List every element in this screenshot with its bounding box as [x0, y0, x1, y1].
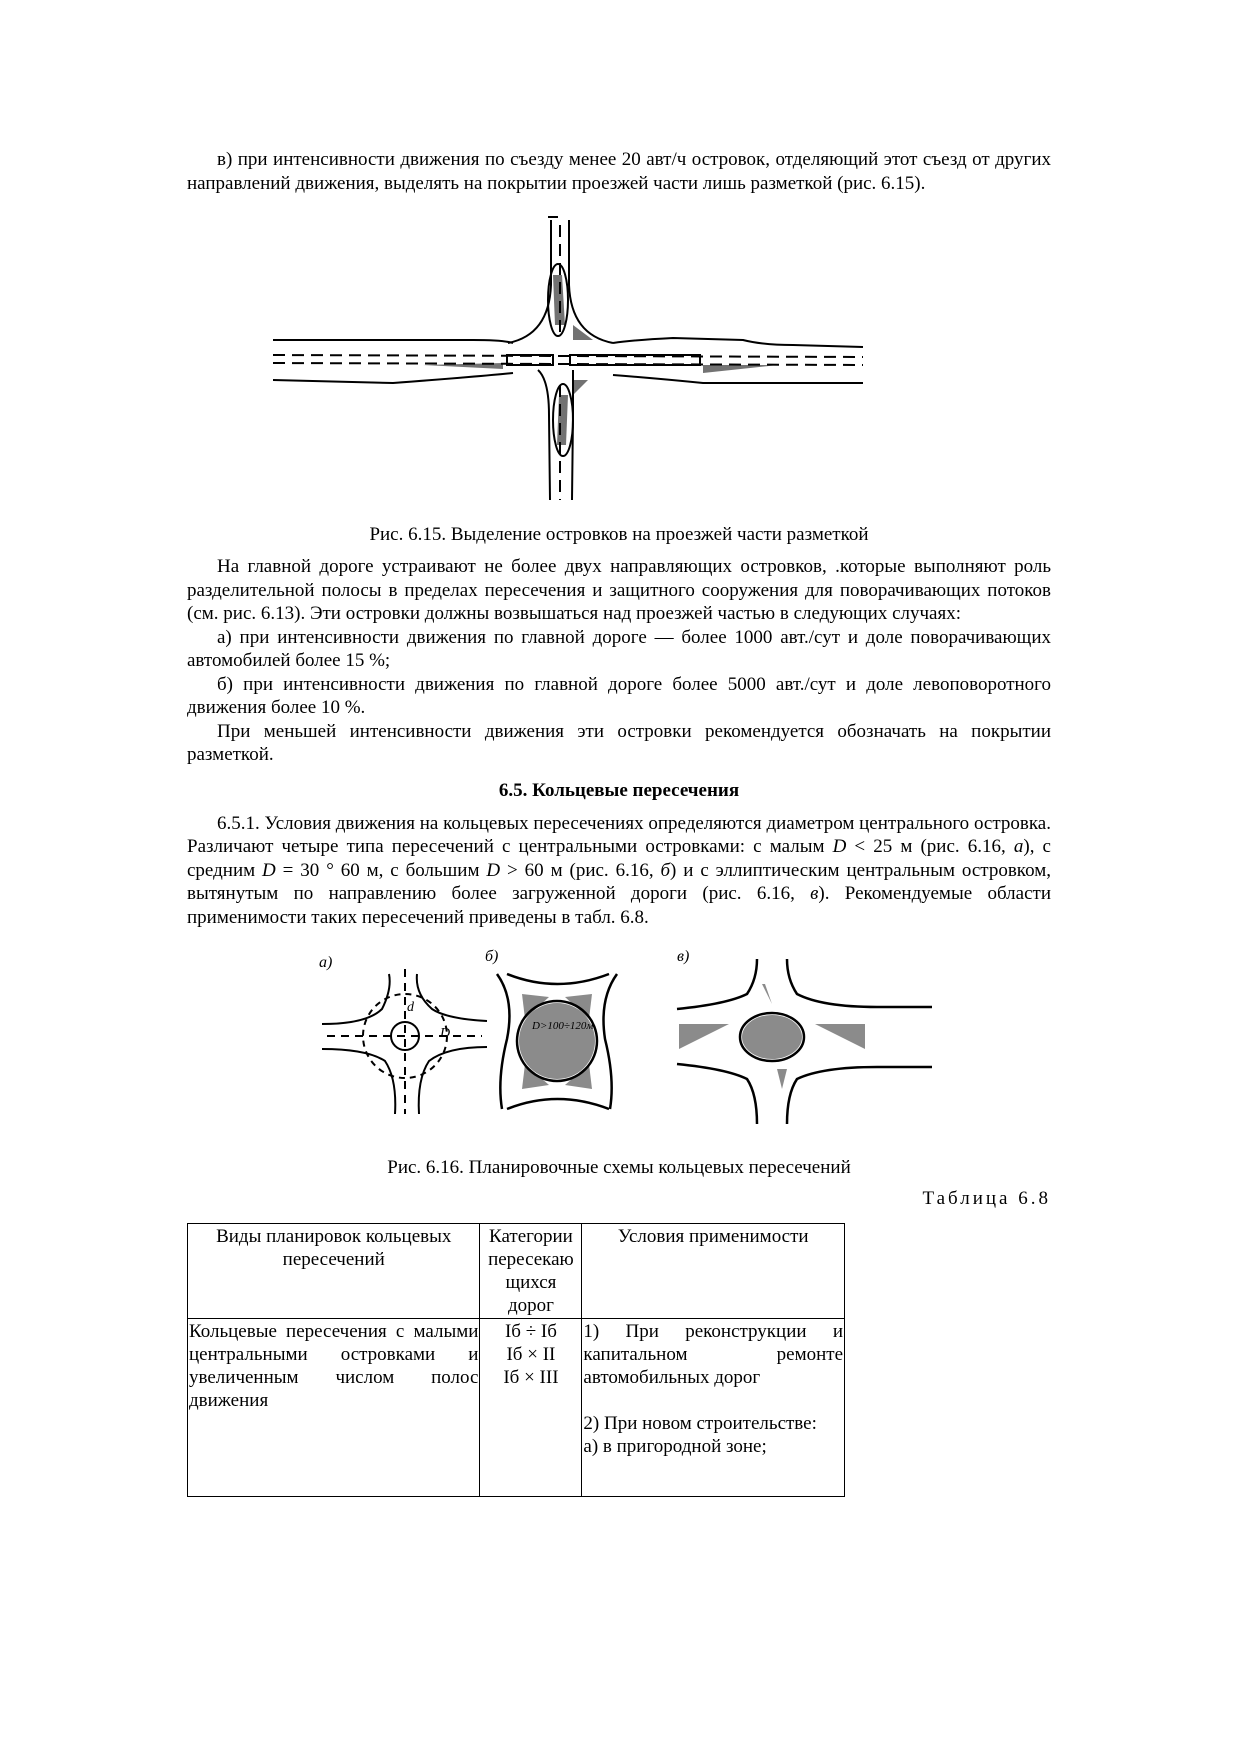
table-number: Таблица 6.8	[922, 1188, 1051, 1209]
category-2: Iб × II	[506, 1343, 556, 1365]
table-6-8	[187, 1223, 845, 1497]
condition-1: 1) При реконструкции и капитальном ремонте автомобильных дорог	[583, 1320, 843, 1388]
figure-6-15-caption: Рис. 6.15. Выделение островков на проезжей части разметкой	[369, 524, 869, 545]
header-categories: Категории пересекаю щихся дорог	[480, 1223, 582, 1318]
figure-6-16-caption: Рис. 6.16. Планировочные схемы кольцевых пересечений	[387, 1157, 851, 1178]
cell-categories	[480, 1318, 582, 1496]
document-page	[187, 148, 1051, 1497]
header-conditions: Условия применимости	[582, 1223, 845, 1318]
paragraph-v: в) при интенсивности движения по съезду менее 20 авт/ч островок, отделяющий этот съезд от других направлений движения, выделять на покрытии проезжей части лишь разметкой (рис. 6.15).	[187, 149, 1051, 194]
cell-type: Кольцевые пересечения с малыми центральными островками и увеличенным числом полос движения	[188, 1318, 480, 1496]
intersection-diagram	[273, 215, 873, 505]
section-heading: 6.5. Кольцевые пересечения	[498, 779, 740, 801]
header-type: Виды планировок кольцевых пересечений	[188, 1223, 480, 1318]
paragraph-6-5-1: 6.5.1. Условия движения на кольцевых пересечениях определяются диаметром центрального островка. Различают четыре типа пересечений с центральными островками: с малым D < 25 м (рис. 6.16, а), с средним D = 30 ° 60 м, с большим D > 60 м (рис. 6.16, б) и с эллиптическим центральным островком, вытянутым по направлению более загруженной дороги (рис. 6.16, в). Рекомендуемые области применимости таких пересечений приведены в табл. 6.8.	[187, 812, 1051, 928]
condition-3: а) в пригородной зоне;	[583, 1435, 767, 1457]
paragraph-b: б) при интенсивности движения по главной дороге более 5000 авт./сут и доле левоповоротного движения более 10 %.	[187, 673, 1051, 718]
label-D-b: D>100÷120м	[532, 1020, 594, 1032]
cell-conditions	[582, 1318, 845, 1496]
paragraph-main-road: На главной дороге устраивают не более двух направляющих островков, .которые выполняют роль разделительной полосы в пределах пересечения и защитного сооружения для поворачивающих потоков (см. рис. 6.13). Эти островки должны возвышаться над проезжей частью в следующих случаях:	[187, 556, 1051, 624]
label-b: б)	[485, 949, 499, 965]
label-v: в)	[677, 949, 690, 965]
paragraph-less: При меньшей интенсивности движения эти островки рекомендуется обозначать на покрытии разметкой.	[187, 720, 1051, 765]
category-1: Iб ÷ Iб	[504, 1320, 557, 1342]
label-d: d	[407, 1000, 414, 1015]
table-row	[188, 1318, 845, 1496]
figure-6-15	[273, 215, 1051, 505]
label-D: D	[440, 1026, 451, 1041]
label-a: а)	[319, 954, 333, 971]
category-3: Iб × III	[503, 1366, 559, 1388]
figure-6-16	[317, 949, 1051, 1134]
paragraph-a: а) при интенсивности движения по главной дороге — более 1000 авт./сут и доле поворачивающих автомобилей более 15 %;	[187, 626, 1051, 671]
roundabout-schemes	[317, 949, 937, 1134]
condition-2: 2) При новом строительстве:	[583, 1412, 817, 1434]
table-header-row	[188, 1223, 845, 1318]
